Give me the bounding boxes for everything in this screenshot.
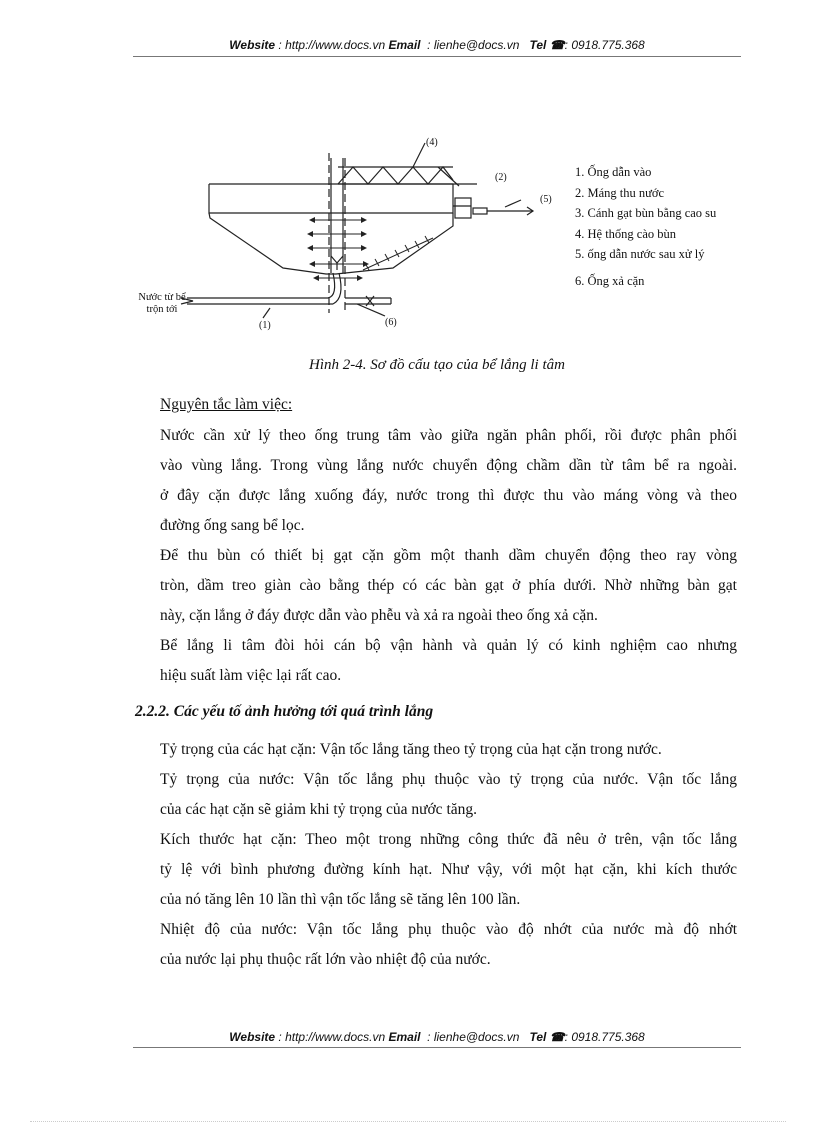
- legend-item: 3. Cánh gạt bùn bằng cao su: [575, 206, 717, 220]
- callout-5: (5): [540, 194, 552, 205]
- text-line: của các hạt cặn sẽ giảm khi tỷ trọng của nước tăng.: [160, 801, 478, 818]
- legend-item: 6. Ống xả cặn: [575, 273, 645, 288]
- email-label: Email: [388, 38, 421, 52]
- section-body: [160, 735, 737, 975]
- email-sep: :: [420, 1030, 434, 1044]
- text-line: Tỷ trọng của nước: Vận tốc lắng phụ thuộc vào tỷ trọng của nước. Vận tốc lắng: [160, 771, 737, 788]
- tel-sep: :: [564, 38, 572, 52]
- website-sep: :: [275, 1030, 286, 1044]
- text-line: Nhiệt độ của nước: Vận tốc lắng phụ thuộc vào độ nhớt của nước mà độ nhớt: [160, 921, 737, 938]
- text-line: hiệu suất làm việc lại rất cao.: [160, 667, 342, 684]
- website-label: Website: [229, 38, 276, 52]
- legend-item: 2. Máng thu nước: [575, 185, 665, 200]
- email-value[interactable]: lienhe@docs.vn: [433, 38, 520, 52]
- callout-2: (2): [495, 172, 507, 183]
- legend-item: 4. Hệ thống cào bùn: [575, 226, 677, 241]
- text-line: này, cặn lắng ở đáy được dẫn vào phễu và xả ra ngoài theo ống xả cặn.: [160, 607, 598, 624]
- text-line: của nó tăng lên 10 lần thì vận tốc lắng sẽ tăng lên 100 lần.: [160, 891, 521, 908]
- text-line: tròn, dầm treo giàn cào bằng thép có các bàn gạt ở phía dưới. Nhờ những bàn gạt: [160, 577, 737, 594]
- text-line: Tỷ trọng của các hạt cặn: Vận tốc lắng tăng theo tỷ trọng của hạt cặn trong nước.: [160, 741, 662, 758]
- clarifier-diagram: [133, 128, 573, 348]
- section-heading: 2.2.2. Các yếu tố ảnh hưởng tới quá trình lắng: [135, 703, 434, 720]
- tel-value: 0918.775.368: [571, 1030, 645, 1044]
- email-label: Email: [388, 1030, 421, 1044]
- tel-value: 0918.775.368: [571, 38, 645, 52]
- text-line: Nước cần xử lý theo ống trung tâm vào giữa ngăn phân phối, rồi được phân phối: [160, 427, 737, 444]
- footer-rule: [133, 1047, 741, 1048]
- inlet-label-line1: Nước từ bể: [138, 292, 186, 303]
- inlet-label-line2: trộn tới: [146, 304, 178, 315]
- paragraph: [160, 631, 737, 691]
- page-edge: [30, 1121, 786, 1122]
- paragraph: [160, 915, 737, 975]
- text-line: tỷ lệ với bình phương đường kính hạt. Như vậy, với một hạt cặn, khi kích thước: [160, 861, 737, 878]
- email-sep: :: [420, 38, 434, 52]
- figure-legend: [575, 162, 775, 291]
- text-line: của nước lại phụ thuộc rất lớn vào nhiệt độ của nước.: [160, 951, 491, 968]
- website-sep: :: [275, 38, 286, 52]
- text-line: ở đây cặn được lắng xuống đáy, nước trong thì được thu vào máng vòng và theo: [160, 487, 737, 504]
- callout-4: (4): [426, 137, 438, 148]
- paragraph: [160, 765, 737, 825]
- callout-1: (1): [259, 320, 271, 331]
- callout-6: (6): [385, 317, 397, 328]
- text-line: Để thu bùn có thiết bị gạt cặn gồm một thanh dầm chuyển động theo ray vòng: [160, 547, 737, 564]
- website-url[interactable]: http://www.docs.vn: [285, 1030, 386, 1044]
- tel-sep: :: [564, 1030, 572, 1044]
- paragraph: [160, 825, 737, 915]
- website-url[interactable]: http://www.docs.vn: [285, 38, 386, 52]
- text-line: vào vùng lắng. Trong vùng lắng nước chuyển động chầm dần từ tâm bể ra ngoài.: [160, 457, 737, 474]
- figure-caption: Hình 2-4. Sơ đồ cấu tạo của bể lắng li tâm: [309, 357, 565, 373]
- tel-label: Tel: [529, 38, 547, 52]
- principle-body: [160, 421, 737, 691]
- tel-label: Tel: [529, 1030, 547, 1044]
- text-line: đường ống sang bể lọc.: [160, 517, 305, 534]
- text-line: Kích thước hạt cặn: Theo một trong những công thức đã nêu ở trên, vận tốc lắng: [160, 831, 737, 848]
- text-line: Bể lắng li tâm đòi hỏi cán bộ vận hành và quản lý có kinh nghiệm cao nhưng: [160, 637, 737, 654]
- paragraph: [160, 421, 737, 541]
- phone-icon: ☎: [549, 1030, 565, 1044]
- figure: [133, 128, 773, 348]
- header-rule: [133, 56, 741, 57]
- page-header: [133, 38, 741, 52]
- phone-icon: ☎: [549, 38, 565, 52]
- inlet-label: [133, 292, 191, 316]
- paragraph: [160, 735, 737, 765]
- page-footer: [133, 1030, 741, 1044]
- legend-item: 5. ống dẫn nước sau xử lý: [575, 247, 705, 261]
- email-value[interactable]: lienhe@docs.vn: [433, 1030, 520, 1044]
- paragraph: [160, 541, 737, 631]
- legend-item: 1. Ống dẫn vào: [575, 165, 652, 179]
- website-label: Website: [229, 1030, 276, 1044]
- principle-title: Nguyên tắc làm việc:: [160, 396, 293, 413]
